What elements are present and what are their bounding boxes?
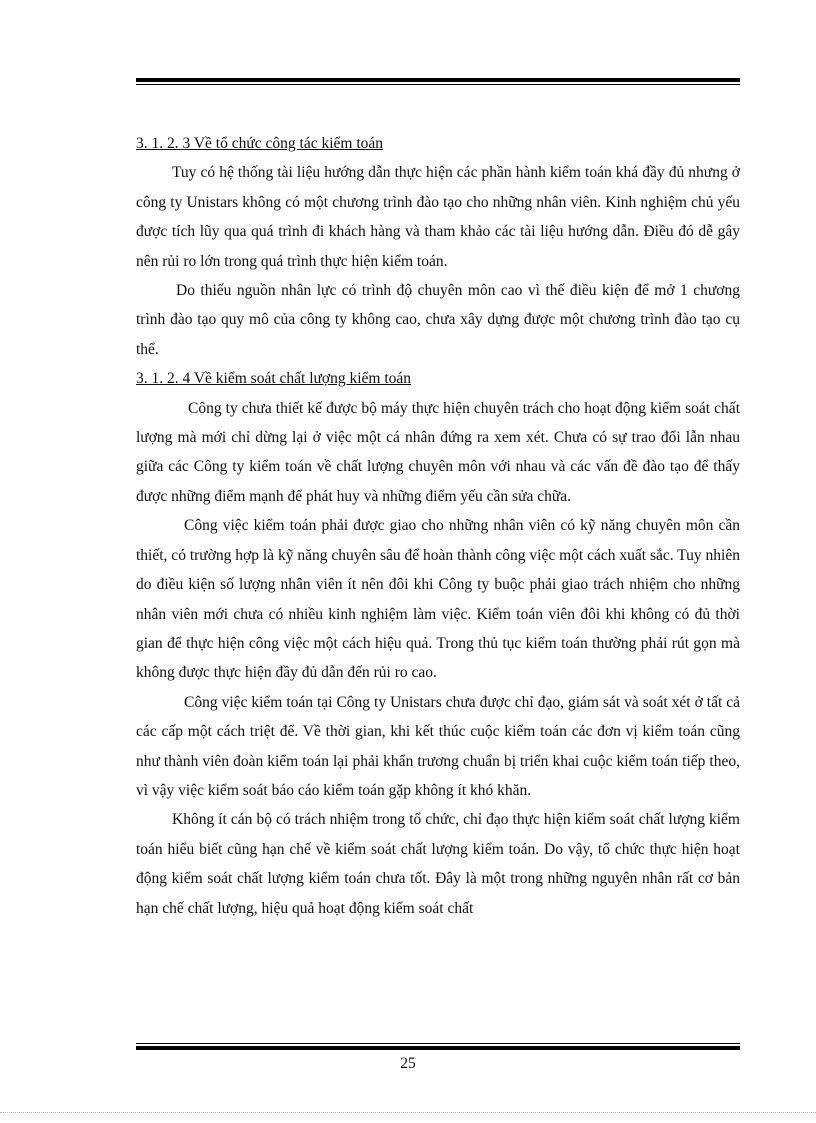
paragraph: Do thiếu nguồn nhân lực có trình độ chuyên môn cao vì thế điều kiện để mở 1 chương trình đào tạo quy mô của công ty không cao, chưa xây dựng được một chương trình đào tạo cụ thể. [136,282,740,358]
paragraph: Công việc kiểm toán phải được giao cho những nhân viên có kỹ năng chuyên môn cần thiết, có trường hợp là kỹ năng chuyên sâu để hoàn thành công việc một cách xuất sắc. Tuy nhiên do điều kiện số lượng nhân viên ít nên đôi khi Công ty buộc phải giao trách nhiệm cho những nhân viên mới chưa có nhiều kinh nghiệm làm việc. Kiểm toán viên đôi khi không có đủ thời gian để thực hiện công việc một cách hiệu quả. Trong thủ tục kiểm toán thường phải rút gọn mà không được thực hiện đầy đủ dẫn đến rủi ro cao. [136,517,740,682]
page-edge-divider [0,1112,816,1113]
page-number: 25 [400,1055,416,1072]
section-heading-3-1-2-3: 3. 1. 2. 3 Về tổ chức công tác kiểm toán [136,135,384,152]
paragraph: Tuy có hệ thống tài liệu hướng dẫn thực hiện các phần hành kiểm toán khá đầy đủ nhưng ở công ty Unistars không có một chương trình đào tạo cho những nhân viên. Kinh nghiệm chủ yếu được tích lũy qua quá trình đi khách hàng và tham khảo các tài liệu hướng dẫn. Điều đó dễ gây nên rủi ro lớn trong quá trình thực hiện kiểm toán. [136,164,740,270]
page-body [136,129,740,923]
paragraph: Công ty chưa thiết kế được bộ máy thực hiện chuyên trách cho hoạt động kiểm soát chất lượng mà mới chỉ dừng lại ở việc một cá nhân đứng ra xem xét. Chưa có sự trao đổi lẫn nhau giữa các Công ty kiểm toán về chất lượng chuyên môn với nhau và các vấn đề đào tạo để thấy được những điểm mạnh để phát huy và những điểm yếu cần sửa chữa. [136,399,740,505]
paragraph: Không ít cán bộ có trách nhiệm trong tổ chức, chỉ đạo thực hiện kiểm soát chất lượng kiểm toán hiểu biết cũng hạn chế về kiểm soát chất lượng kiểm toán. Do vậy, tổ chức thực hiện hoạt động kiểm soát chất lượng kiểm toán chưa tốt. Đây là một trong những nguyên nhân rất cơ bản hạn chế chất lượng, hiệu quả hoạt động kiểm soát chất [136,811,740,917]
footer-rule [136,1043,740,1050]
header-rule [136,78,740,85]
section-heading-3-1-2-4: 3. 1. 2. 4 Về kiểm soát chất lượng kiểm toán [136,370,412,388]
paragraph: Công việc kiểm toán tại Công ty Unistars chưa được chỉ đạo, giám sát và soát xét ở tất cả các cấp một cách triệt để. Về thời gian, khi kết thúc cuộc kiểm toán các đơn vị kiểm toán cũng như thành viên đoàn kiểm toán lại phải khẩn trương chuẩn bị triển khai cuộc kiểm toán tiếp theo, vì vậy việc kiểm soát báo cáo kiểm toán gặp không ít khó khăn. [136,693,740,799]
